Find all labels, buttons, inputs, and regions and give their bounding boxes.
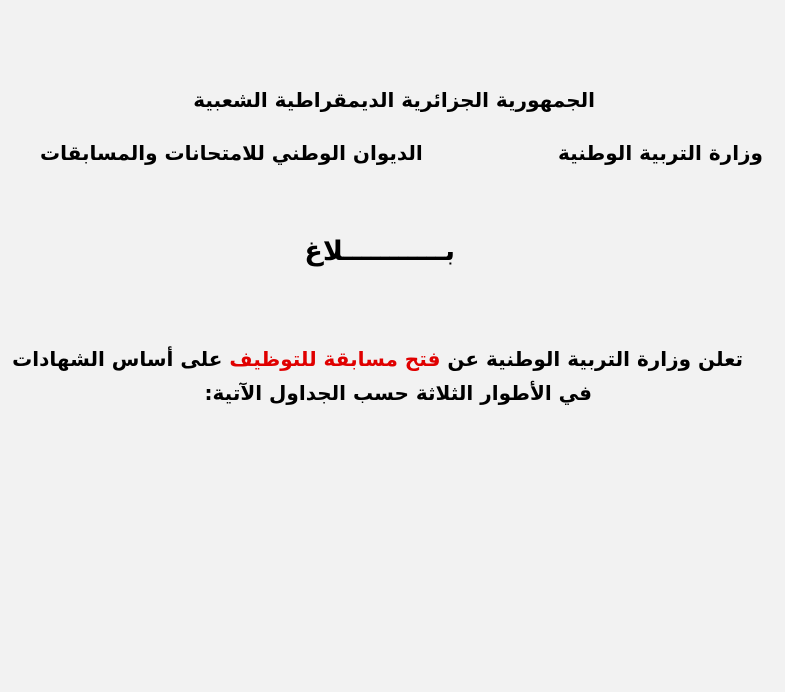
exams-office-heading: الديوان الوطني للامتحانات والمسابقات (40, 141, 423, 165)
announcement-line-2: في الأطوار الثلاثة حسب الجداول الآتية: (204, 381, 592, 405)
announcement-line-1-end: على أساس الشهادات (12, 347, 230, 371)
announcement-line-1-start: تعلن وزارة التربية الوطنية عن (440, 347, 743, 371)
republic-heading: الجمهورية الجزائرية الديمقراطية الشعبية (193, 88, 595, 112)
ministry-heading: وزارة التربية الوطنية (557, 141, 763, 165)
announcement-title: بـــــــــــلاغ (304, 236, 455, 267)
announcement-line-1 (12, 349, 743, 369)
highlighted-competition-text: فتح مسابقة للتوظيف (229, 347, 441, 371)
